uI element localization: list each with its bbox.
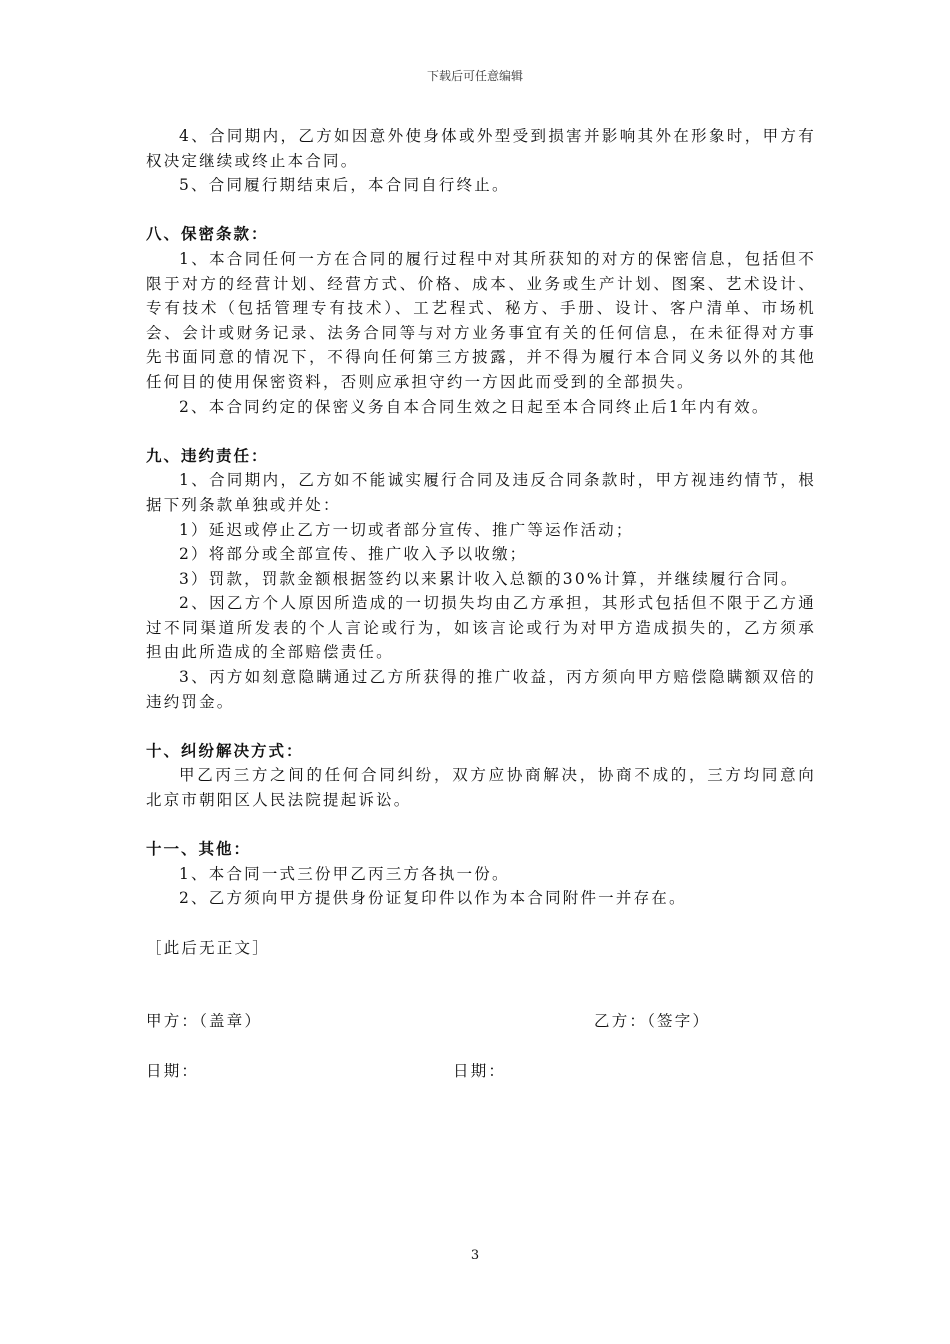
clause-11-1: 1、本合同一式三份甲乙丙三方各执一份。 bbox=[179, 864, 510, 883]
date-row bbox=[146, 1059, 816, 1084]
clause-11-2: 2、乙方须向甲方提供身份证复印件以作为本合同附件一并存在。 bbox=[179, 889, 687, 908]
clause-9-3: 3、丙方如刻意隐瞒通过乙方所获得的推广收益，丙方须向甲方赔偿隐瞒额双倍的违约罚金。 bbox=[146, 668, 816, 711]
clause-9-1: 1、合同期内，乙方如不能诚实履行合同及违反合同条款时，甲方视违约情节，根据下列条款单独或并处： bbox=[146, 471, 816, 514]
clause-8-1: 1、本合同任何一方在合同的履行过程中对其所获知的对方的保密信息，包括但不限于对方的经营计划、经营方式、价格、成本、业务或生产计划、图案、艺术设计、专有技术（包括管理专有技术）、工艺程式、秘方、手册、设计、客户清单、市场机会、会计或财务记录、法务合同等与对方业务事宜有关的任何信息，在未征得对方事先书面同意的情况下，不得向任何第三方披露，并不得为履行本合同义务以外的其他任何目的使用保密资料，否则应承担守约一方因此而受到的全部损失。 bbox=[146, 249, 816, 391]
clause-9-1-c: 3）罚款，罚款金额根据签约以来累计收入总额的30%计算，并继续履行合同。 bbox=[179, 569, 799, 588]
page-header: 下载后可任意编辑 bbox=[426, 69, 523, 83]
clause-9-1-a: 1）延迟或停止乙方一切或者部分宣传、推广等运作活动； bbox=[179, 520, 634, 539]
party-b-date-label: 日期： bbox=[453, 1061, 507, 1080]
section-8-heading: 八、保密条款： bbox=[146, 224, 269, 244]
end-note: ［此后无正文］ bbox=[146, 938, 270, 957]
page-number: 3 bbox=[470, 1248, 480, 1263]
clause-7-4: 4、合同期内，乙方如因意外使身体或外型受到损害并影响其外在形象时，甲方有权决定继续或终止本合同。 bbox=[146, 127, 816, 170]
section-10-heading: 十、纠纷解决方式： bbox=[146, 740, 304, 760]
party-a-date-label: 日期： bbox=[146, 1061, 200, 1080]
section-9-heading: 九、违约责任： bbox=[146, 445, 269, 465]
signature-row bbox=[146, 1009, 816, 1034]
clause-10-1: 甲乙丙三方之间的任何合同纠纷，双方应协商解决，协商不成的，三方均同意向北京市朝阳区人民法院提起诉讼。 bbox=[146, 766, 816, 810]
clause-9-2: 2、因乙方个人原因所造成的一切损失均由乙方承担，其形式包括但不限于乙方通过不同渠道所发表的个人言论或行为，如该言论或行为对甲方造成损失的，乙方须承担由此所造成的全部赔偿责任。 bbox=[146, 594, 816, 662]
party-a-seal-label: 甲方：（盖章） bbox=[146, 1012, 263, 1031]
clause-7-5: 5、合同履行期结束后，本合同自行终止。 bbox=[179, 176, 510, 195]
section-11-heading: 十一、其他： bbox=[146, 839, 252, 859]
clause-8-2: 2、本合同约定的保密义务自本合同生效之日起至本合同终止后1年内有效。 bbox=[179, 397, 770, 416]
clause-9-1-b: 2）将部分或全部宣传、推广收入予以收缴； bbox=[179, 545, 528, 564]
document-body bbox=[146, 124, 816, 1083]
party-b-sign-label: 乙方：（签字） bbox=[594, 1012, 711, 1031]
